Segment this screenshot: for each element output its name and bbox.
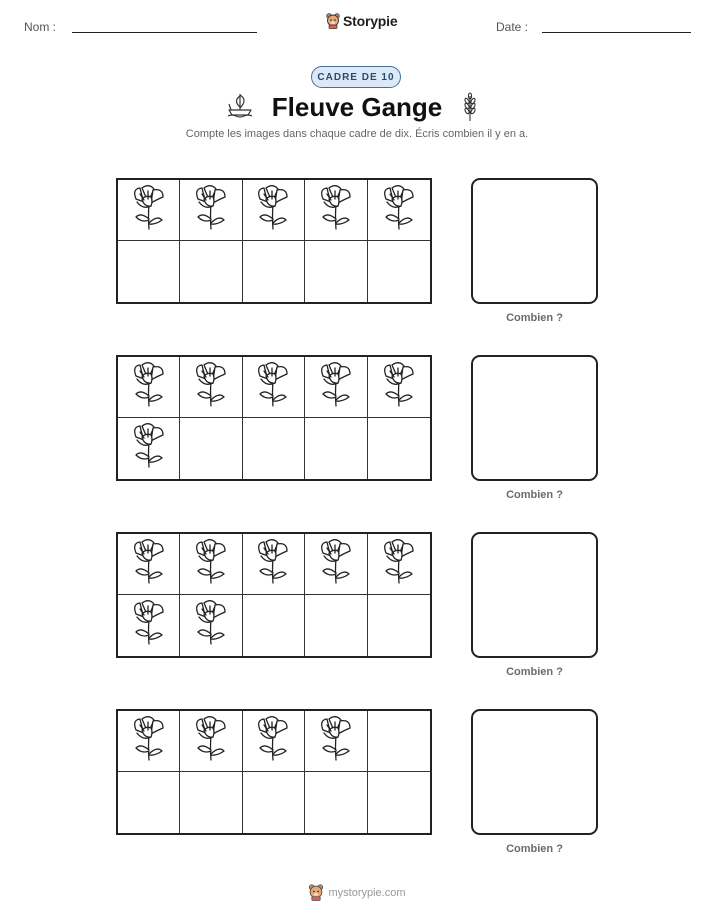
footer [0,884,714,901]
ten-frame-cell [118,711,180,772]
flower-icon [130,539,168,590]
flower-icon [130,600,168,651]
ten-frame-cell [118,772,180,833]
flower-icon [130,185,168,236]
storypie-logo [326,13,397,29]
ten-frame [116,355,432,481]
flower-icon [317,362,355,413]
wheat-icon [461,92,479,122]
ten-frame-cell [368,711,430,772]
flower-icon [254,716,292,767]
ten-frame-cell [368,418,430,479]
ten-frame-cell [118,418,180,479]
ten-frame-cell [305,357,367,418]
flower-icon [254,362,292,413]
flower-icon [192,716,230,767]
instructions: Compte les images dans chaque cadre de dix. Écris combien il y en a. [185,128,529,140]
flower-icon [130,423,168,474]
ten-frame-cell [305,711,367,772]
answer-label: Combien ? [506,666,563,678]
ten-frame-cell [180,180,242,241]
bear-mascot-icon [326,13,340,29]
ten-frame [116,532,432,658]
ten-frame-cell [180,357,242,418]
answer-box[interactable] [471,178,598,304]
flower-icon [254,539,292,590]
ten-frame-cell [243,534,305,595]
ten-frame-cell [305,180,367,241]
ten-frame-cell [243,241,305,302]
ten-frame-cell [180,241,242,302]
answer-label: Combien ? [506,843,563,855]
ten-frame-cell [180,772,242,833]
ten-frame-cell [368,772,430,833]
ten-frame-cell [118,595,180,656]
ten-frame-cell [180,418,242,479]
worksheet-type-badge: CADRE DE 10 [311,66,401,88]
answer-label: Combien ? [506,489,563,501]
ten-frame-cell [180,711,242,772]
flower-icon [130,716,168,767]
ten-frame-cell [305,241,367,302]
flower-icon [192,185,230,236]
ten-frame-cell [243,357,305,418]
flower-icon [192,539,230,590]
ten-frame-cell [305,418,367,479]
answer-box[interactable] [471,355,598,481]
ten-frame-cell [180,534,242,595]
flower-icon [380,185,418,236]
ten-frame-cell [118,180,180,241]
ten-frame [116,709,432,835]
ten-frame-cell [118,241,180,302]
brand-name: Storypie [343,13,398,29]
ten-frame-cell [305,595,367,656]
ten-frame-cell [368,595,430,656]
ten-frame-cell [243,595,305,656]
flower-icon [254,185,292,236]
ten-frame-cell [305,534,367,595]
ten-frame-cell [118,534,180,595]
ten-frame-cell [243,180,305,241]
flower-icon [380,362,418,413]
answer-box[interactable] [471,532,598,658]
flower-icon [130,362,168,413]
answer-label: Combien ? [506,312,563,324]
flower-icon [317,185,355,236]
ten-frame-cell [243,418,305,479]
page-title: Fleuve Gange [271,92,443,122]
flower-icon [317,539,355,590]
ten-frame-cell [305,772,367,833]
ten-frame-cell [368,534,430,595]
ten-frame-cell [180,595,242,656]
name-label: Nom : [24,20,57,34]
ten-frame-cell [243,772,305,833]
ten-frame-cell [368,180,430,241]
answer-box[interactable] [471,709,598,835]
bear-mascot-icon [308,884,324,901]
ten-frame-cell [368,357,430,418]
ten-frame-cell [243,711,305,772]
ten-frame-cell [118,357,180,418]
flower-icon [192,600,230,651]
date-label: Date : [496,20,529,34]
name-line[interactable] [72,32,257,33]
flower-icon [380,539,418,590]
flower-icon [317,716,355,767]
ten-frame-cell [368,241,430,302]
ten-frame [116,178,432,304]
flower-icon [192,362,230,413]
date-line[interactable] [542,32,691,33]
footer-url: mystorypie.com [328,886,406,899]
